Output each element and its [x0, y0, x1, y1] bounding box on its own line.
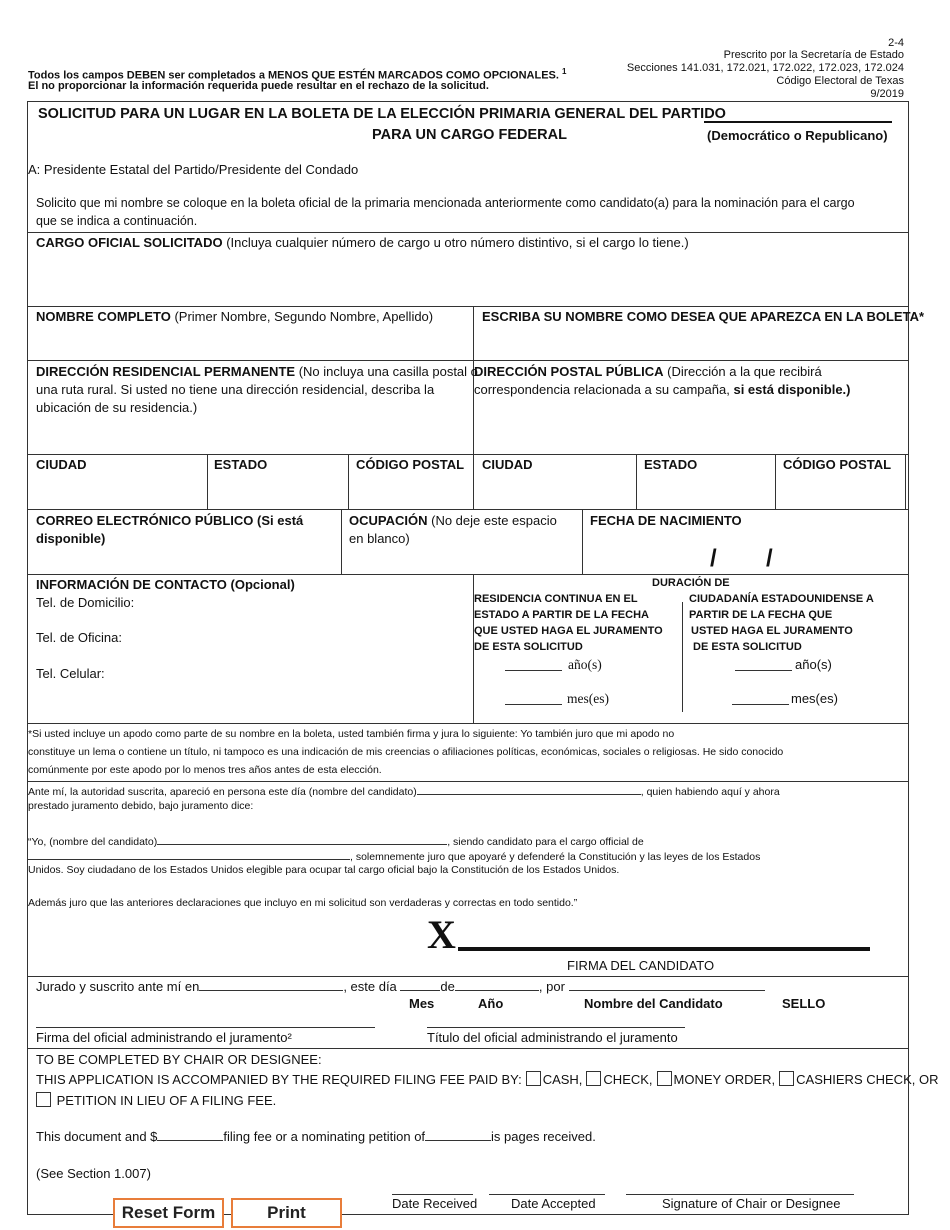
party-hint: (Democrático o Republicano) [707, 128, 888, 143]
citizenship-duration-line: CIUDADANÍA ESTADOUNIDENSE A [689, 593, 874, 605]
mail-state-label: ESTADO [644, 457, 698, 472]
signature-x-mark: X [427, 912, 456, 957]
cit-years-field[interactable] [735, 670, 792, 671]
office-phone-field[interactable] [160, 628, 460, 646]
jurat-day-field[interactable] [400, 978, 440, 991]
seal-label: SELLO [782, 996, 826, 1011]
chair-signature-label: Signature of Chair or Designee [662, 1196, 841, 1211]
officer-title-line[interactable] [427, 1027, 685, 1028]
residence-duration-line: ESTADO A PARTIR DE LA FECHA [474, 609, 649, 621]
mail-city-label: CIUDAD [482, 457, 533, 472]
mail-state-field[interactable] [639, 474, 772, 506]
chair-signature-line[interactable] [626, 1194, 854, 1195]
res-state-field[interactable] [210, 474, 345, 506]
oath-solemnly: , solemnemente juro que apoyaré y defenderé la Constitución y las leyes de los Estados [28, 847, 760, 865]
mail-zip-label: CÓDIGO POSTAL [783, 457, 892, 472]
res-months-label: mes(es) [567, 691, 609, 706]
request-text: Solicito que mi nombre se coloque en la boleta oficial de la primaria mencionada anteriormente como candidato(a) para la nominación para el cargo [36, 196, 855, 210]
nickname-oath-line: comúnmente por este apodo por lo menos tres años antes de esta elección. [28, 764, 382, 776]
birthdate-slash-1: / [710, 545, 717, 572]
home-phone-field[interactable] [160, 593, 460, 611]
date-accepted-line[interactable] [489, 1194, 605, 1195]
officer-title-label: Título del oficial administrando el juramento [427, 1030, 678, 1045]
date-received-line[interactable] [392, 1194, 473, 1195]
residence-field[interactable] [36, 420, 466, 450]
citizenship-duration-line: DE ESTA SOLICITUD [693, 641, 802, 653]
full-name-label: NOMBRE COMPLETO (Primer Nombre, Segundo Nombre, Apellido) [36, 309, 434, 324]
revision-date: 9/2019 [870, 88, 904, 100]
res-years-field[interactable] [505, 670, 562, 671]
full-name-field[interactable] [36, 328, 466, 356]
email-label: CORREO ELECTRÓNICO PÚBLICO (Si está [36, 513, 304, 528]
occupation-hint: en blanco) [349, 531, 410, 546]
mailing-hint: correspondencia relacionada a su campaña, si está disponible.) [474, 382, 851, 397]
election-code: Código Electoral de Texas [776, 75, 904, 87]
see-section: (See Section 1.007) [36, 1166, 151, 1181]
form-title: SOLICITUD PARA UN LUGAR EN LA BOLETA DE LA ELECCIÓN PRIMARIA GENERAL DEL PARTIDO [38, 106, 726, 122]
residence-duration-line: QUE USTED HAGA EL JURAMENTO [474, 625, 663, 637]
oath-i-name: “Yo, (nombre del candidato) , siendo candidato para el cargo official de [28, 832, 644, 850]
chair-heading: TO BE COMPLETED BY CHAIR OR DESIGNEE: [36, 1052, 322, 1067]
code-sections: Secciones 141.031, 172.021, 172.022, 172.023, 172.024 [626, 62, 904, 74]
candidate-signature-line[interactable] [458, 947, 870, 951]
res-months-field[interactable] [505, 704, 562, 705]
jurat-candidate-field[interactable] [569, 978, 765, 991]
email-label-2: disponible) [36, 531, 106, 546]
birth-year-field[interactable] [782, 546, 862, 570]
fee-amount-field[interactable] [157, 1128, 223, 1141]
citizenship-duration-line: PARTIR DE LA FECHA QUE [689, 609, 833, 621]
nickname-oath-line: constituye un lema o contiene un título, ni tampoco es una indicación de mis creencias o afiliaciones políticas, económicas, sociales o religiosas. He sido conocido [28, 746, 784, 758]
cell-phone-label: Tel. Celular: [36, 666, 105, 681]
citizenship-duration-line: USTED HAGA EL JURAMENTO [691, 625, 853, 637]
request-text-2: que se indica a continuación. [36, 214, 198, 228]
oath-truthful: Además juro que las anteriores declaraciones que incluyo en mi solicitud son verdaderas y correctas en todo sentido.” [28, 897, 578, 909]
res-city-label: CIUDAD [36, 457, 87, 472]
candidate-signature-label: FIRMA DEL CANDIDATO [567, 958, 715, 973]
filing-fee-line: THIS APPLICATION IS ACCOMPANIED BY THE REQUIRED FILING FEE PAID BY: CASH, CHECK, MONEY ORDER, CASHIERS CHECK, OR [36, 1072, 939, 1087]
oath-sworn: prestado juramento debido, bajo juramento dice: [28, 800, 254, 812]
birth-month-field[interactable] [655, 546, 705, 570]
officer-signature-line[interactable] [36, 1027, 375, 1028]
residence-hint: una ruta rural. Si usted no tiene una dirección residencial, describa la [36, 382, 435, 397]
oath-candidate-name-field[interactable] [417, 782, 641, 795]
officer-signature-label: Firma del oficial administrando el juramento² [36, 1030, 292, 1045]
contact-label: INFORMACIÓN DE CONTACTO (Opcional) [36, 577, 295, 592]
oath-office-field[interactable] [28, 847, 350, 860]
cit-years-label: año(s) [795, 657, 832, 672]
birth-day-field[interactable] [724, 546, 764, 570]
document-received-line: This document and $ filing fee or a nominating petition of is pages received. [36, 1129, 596, 1144]
residence-label: DIRECCIÓN RESIDENCIAL PERMANENTE (No incluya una casilla postal o [36, 364, 478, 379]
ballot-name-field[interactable] [482, 328, 902, 356]
prescribed-by: Prescrito por la Secretaría de Estado [723, 49, 904, 61]
nickname-oath-line: *Si usted incluye un apodo como parte de su nombre en la boleta, usted también firma y jura lo siguiente: Yo también juro que mi apodo no [28, 728, 675, 740]
residence-duration-line: DE ESTA SOLICITUD [474, 641, 583, 653]
date-accepted-label: Date Accepted [511, 1196, 596, 1211]
email-field[interactable] [36, 550, 336, 572]
oath-citizen: Unidos. Soy ciudadano de los Estados Unidos elegible para ocupar tal cargo oficial bajo la Constitución de los Estados Unidos. [28, 864, 620, 876]
cashiers-check-checkbox[interactable] [779, 1071, 794, 1086]
jurat-line: Jurado y suscrito ante mí en , este día de , por [36, 978, 765, 995]
form-subtitle: PARA UN CARGO FEDERAL [372, 127, 567, 143]
birthdate-label: FECHA DE NACIMIENTO [590, 513, 742, 528]
ballot-name-label: ESCRIBA SU NOMBRE COMO DESEA QUE APAREZCA EN LA BOLETA* [482, 309, 925, 324]
form-number: 2-4 [888, 37, 904, 49]
home-phone-label: Tel. de Domicilio: [36, 595, 135, 610]
occupation-label: OCUPACIÓN (No deje este espacio [349, 513, 557, 528]
res-zip-label: CÓDIGO POSTAL [356, 457, 465, 472]
res-city-field[interactable] [30, 474, 204, 506]
mail-city-field[interactable] [476, 474, 633, 506]
petition-line: PETITION IN LIEU OF A FILING FEE. [32, 1092, 276, 1109]
office-field[interactable] [36, 255, 896, 301]
office-label: CARGO OFICIAL SOLICITADO (Incluya cualquier número de cargo u otro número distintivo, si el cargo lo tiene.) [36, 235, 689, 250]
jurat-month-field[interactable] [455, 978, 539, 991]
mailing-field[interactable] [482, 402, 902, 450]
oath-before-me: Ante mí, la autoridad suscrita, apareció en persona este día (nombre del candidato) , quien habiendo aquí y ahora [28, 782, 780, 800]
party-line[interactable] [704, 121, 892, 123]
addressee: A: Presidente Estatal del Partido/Presidente del Condado [28, 162, 359, 177]
rejection-notice: El no proporcionar la información requerida puede resultar en el rechazo de la solicitud. [28, 80, 489, 92]
petition-pages-field[interactable] [425, 1128, 491, 1141]
cell-phone-field[interactable] [160, 664, 460, 682]
jurat-place-field[interactable] [199, 978, 343, 991]
jurat-month-label: Mes [409, 996, 435, 1011]
office-phone-label: Tel. de Oficina: [36, 630, 122, 645]
residence-hint-2: ubicación de su residencia.) [36, 400, 198, 415]
jurat-year-label: Año [478, 996, 504, 1011]
res-zip-field[interactable] [351, 474, 470, 506]
res-state-label: ESTADO [214, 457, 268, 472]
print-button[interactable]: Print [231, 1198, 342, 1228]
cit-months-label: mes(es) [791, 691, 838, 706]
cit-months-field[interactable] [732, 704, 789, 705]
mailing-label: DIRECCIÓN POSTAL PÚBLICA (Dirección a la que recibirá [474, 364, 822, 379]
birthdate-slash-2: / [766, 545, 773, 572]
reset-form-button[interactable]: Reset Form [113, 1198, 224, 1228]
check-checkbox[interactable] [586, 1071, 601, 1086]
required-notice: Todos los campos DEBEN ser completados a MENOS QUE ESTÉN MARCADOS COMO OPCIONALES. $^1$ [28, 67, 567, 82]
date-received-label: Date Received [392, 1196, 478, 1211]
money-order-checkbox[interactable] [657, 1071, 672, 1086]
res-years-label: año(s) [568, 657, 602, 672]
oath-candidate-name-field-2[interactable] [157, 832, 447, 845]
occupation-field[interactable] [349, 550, 577, 572]
cash-checkbox[interactable] [526, 1071, 541, 1086]
residence-duration-line: RESIDENCIA CONTINUA EN EL [474, 593, 638, 605]
duration-header: DURACIÓN DE [652, 577, 730, 589]
mail-zip-field[interactable] [778, 474, 902, 506]
jurat-candidate-label: Nombre del Candidato [584, 996, 723, 1011]
petition-checkbox[interactable] [36, 1092, 51, 1107]
